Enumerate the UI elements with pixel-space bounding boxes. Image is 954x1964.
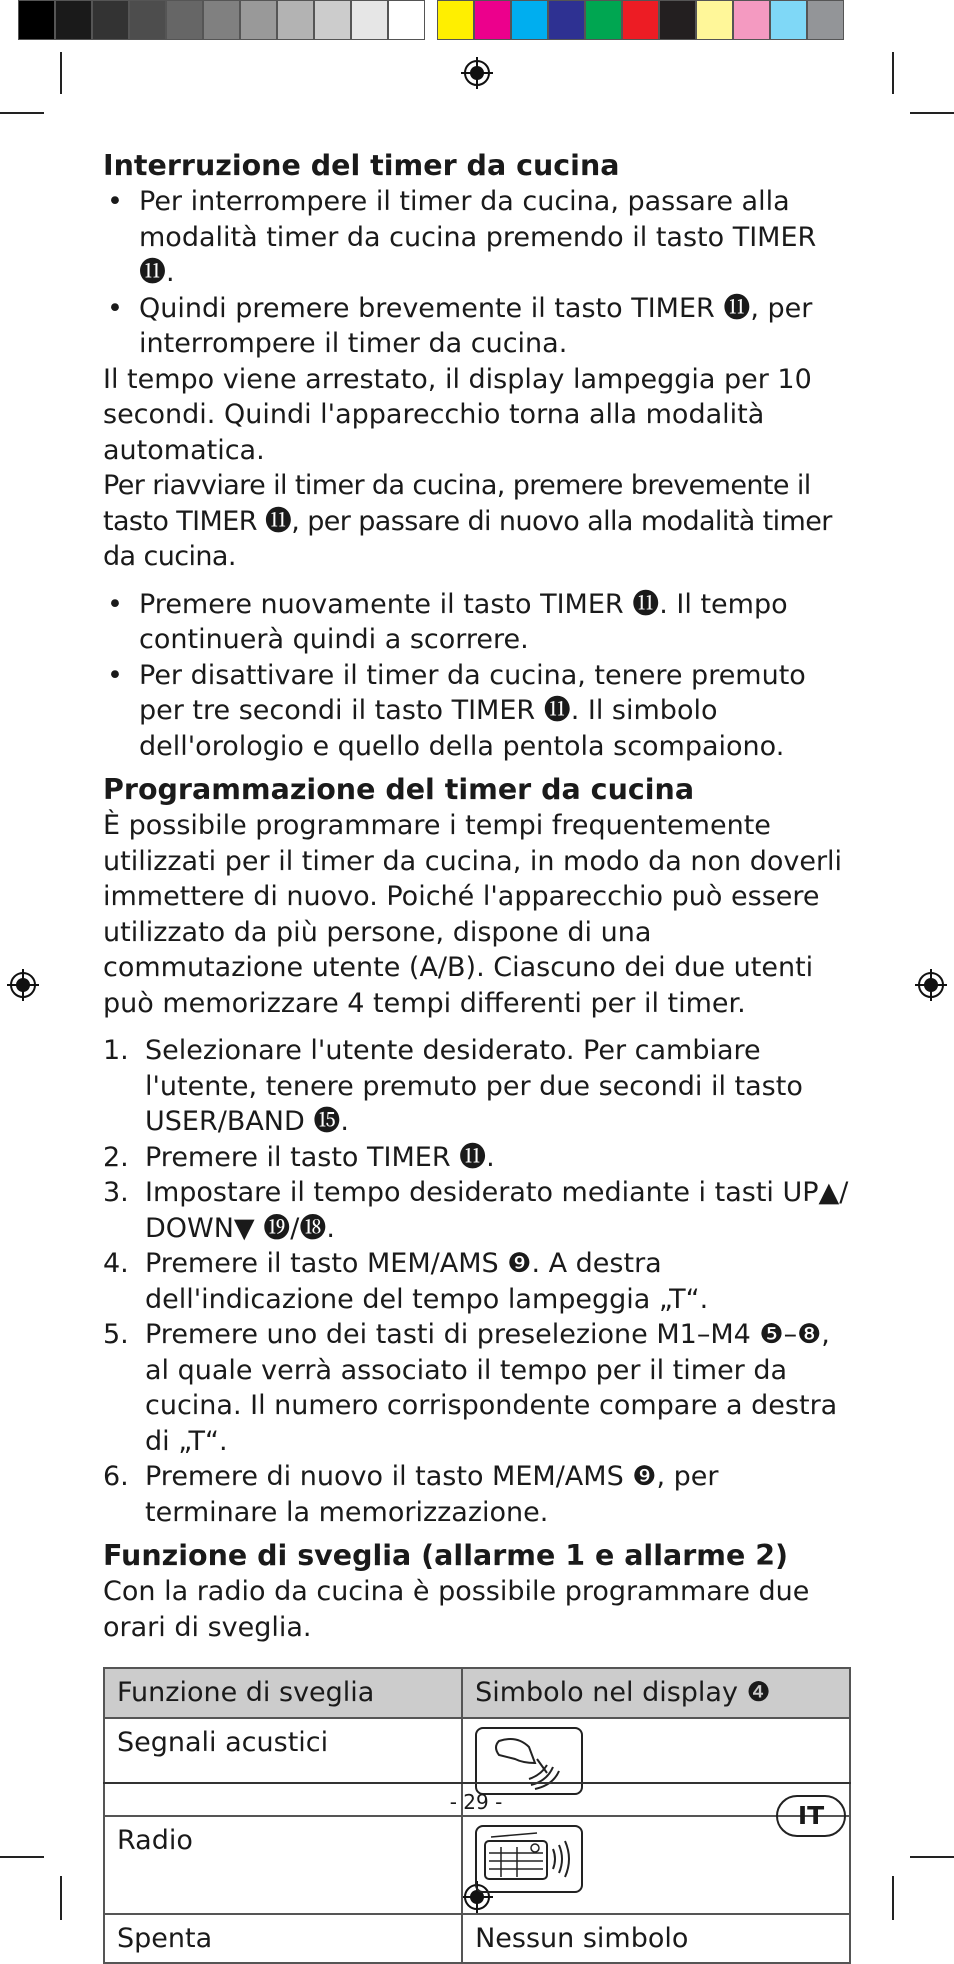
- crop-mark: [910, 112, 954, 114]
- list-item: • Premere nuovamente il tasto TIMER ⓫. Il tempo continuerà quindi a scorrere.: [103, 587, 855, 658]
- crop-mark: [0, 112, 44, 114]
- color-swatch: [437, 0, 474, 40]
- crop-mark: [0, 1856, 44, 1858]
- table-header-cell: Funzione di sveglia: [104, 1668, 462, 1718]
- list-item: [103, 1175, 855, 1246]
- paragraph: È possibile programmare i tempi frequentemente utilizzati per il timer da cucina, in modo da non doverli immettere di nuovo. Poiché l'apparecchio può essere utilizzato da più persone, dispone di una commutazione utente (A/B). Ciascuno dei due utenti può memorizzare 4 tempi differenti per il timer.: [103, 810, 843, 1019]
- table-cell: Spenta: [104, 1914, 462, 1964]
- color-swatch: [388, 0, 425, 40]
- step-text: Premere il tasto TIMER ⓫.: [145, 1141, 495, 1173]
- interruption-bullets-a: [103, 184, 855, 362]
- page-number: - 29 -: [449, 1790, 503, 1814]
- table-cell: Nessun simbolo: [462, 1914, 850, 1964]
- step-text: Premere il tasto MEM/AMS ❾. A destra dell'indicazione del tempo lampeggia „T“.: [145, 1248, 709, 1315]
- step-number: 6.: [103, 1461, 129, 1492]
- color-swatch: [351, 0, 388, 40]
- color-swatch: [203, 0, 240, 40]
- color-swatch: [548, 0, 585, 40]
- color-swatch: [277, 0, 314, 40]
- section-title-interruption: Interruzione del timer da cucina: [103, 149, 620, 182]
- programming-steps: [103, 1033, 855, 1530]
- registration-mark-icon: [460, 56, 494, 90]
- step-text: Premere di nuovo il tasto MEM/AMS ❾, per terminare la memorizzazione.: [145, 1461, 719, 1528]
- step-text: Selezionare l'utente desiderato. Per cambiare l'utente, tenere premuto per due secondi il tasto USER/BAND ⓯.: [145, 1035, 803, 1137]
- color-swatch: [622, 0, 659, 40]
- step-number: 5.: [103, 1319, 129, 1350]
- list-item: • Quindi premere brevemente il tasto TIMER ⓫, per interrompere il timer da cucina.: [103, 291, 855, 362]
- color-swatch: [92, 0, 129, 40]
- color-swatch: [696, 0, 733, 40]
- crop-mark: [60, 52, 62, 94]
- step-number: 4.: [103, 1248, 129, 1279]
- registration-mark-icon: [6, 968, 40, 1002]
- color-swatch: [511, 0, 548, 40]
- table-row: [104, 1914, 850, 1964]
- section-title-alarm: Funzione di sveglia (allarme 1 e allarme 2): [103, 1539, 789, 1572]
- list-item: [103, 1140, 855, 1176]
- color-swatch: [659, 0, 696, 40]
- color-swatch: [18, 0, 55, 40]
- bell-icon: [475, 1727, 583, 1795]
- color-swatch: [314, 0, 351, 40]
- list-item: [103, 1246, 855, 1317]
- step-number: 3.: [103, 1177, 129, 1208]
- table-header-cell: Simbolo nel display ❹: [462, 1668, 850, 1718]
- crop-mark: [892, 1876, 894, 1920]
- paragraph: Il tempo viene arrestato, il display lampeggia per 10 secondi. Quindi l'apparecchio torna alla modalità automatica.: [103, 363, 812, 466]
- list-item: • Per disattivare il timer da cucina, tenere premuto per tre secondi il tasto TIMER ⓫. Il simbolo dell'orologio e quello della pentola scompaiono.: [103, 658, 855, 765]
- list-item: [103, 1317, 855, 1459]
- color-swatch: [166, 0, 203, 40]
- step-number: 1.: [103, 1035, 129, 1066]
- list-item: • Per interrompere il timer da cucina, passare alla modalità timer da cucina premendo il tasto TIMER ⓫.: [103, 184, 855, 291]
- radio-icon: [475, 1825, 583, 1893]
- color-swatch: [474, 0, 511, 40]
- alarm-symbol-table: [103, 1667, 851, 1964]
- crop-mark: [60, 1876, 62, 1920]
- color-swatch: [240, 0, 277, 40]
- step-number: 2.: [103, 1141, 129, 1173]
- color-swatch: [55, 0, 92, 40]
- manual-page-content: [103, 148, 855, 1964]
- table-cell: Radio: [104, 1816, 462, 1914]
- language-badge: IT: [776, 1795, 846, 1837]
- list-item: [103, 1459, 855, 1530]
- footer-divider: [103, 1782, 851, 1784]
- color-swatch: [585, 0, 622, 40]
- step-text: Premere uno dei tasti di preselezione M1–M4 ❺–❽, al quale verrà associato il tempo per il timer da cucina. Il numero corrispondente compare a destra di „T“.: [145, 1319, 838, 1457]
- table-row: [104, 1816, 850, 1914]
- step-text: Impostare il tempo desiderato mediante i tasti UP▲/ DOWN▼ ⓳/⓲.: [145, 1177, 849, 1244]
- section-title-programming: Programmazione del timer da cucina: [103, 773, 695, 806]
- paragraph: Per riavviare il timer da cucina, premere brevemente il tasto TIMER ⓫, per passare di nuovo alla modalità timer da cucina.: [103, 470, 832, 572]
- print-color-bar: [18, 0, 844, 42]
- interruption-bullets-b: [103, 587, 855, 765]
- color-swatch: [733, 0, 770, 40]
- color-swatch: [770, 0, 807, 40]
- crop-mark: [892, 52, 894, 94]
- color-swatch: [807, 0, 844, 40]
- paragraph: Con la radio da cucina è possibile programmare due orari di sveglia.: [103, 1576, 810, 1643]
- color-swatch: [129, 0, 166, 40]
- table-header-row: [104, 1668, 850, 1718]
- list-item: [103, 1033, 855, 1140]
- registration-mark-icon: [914, 968, 948, 1002]
- crop-mark: [910, 1856, 954, 1858]
- table-cell: Segnali acustici: [104, 1718, 462, 1816]
